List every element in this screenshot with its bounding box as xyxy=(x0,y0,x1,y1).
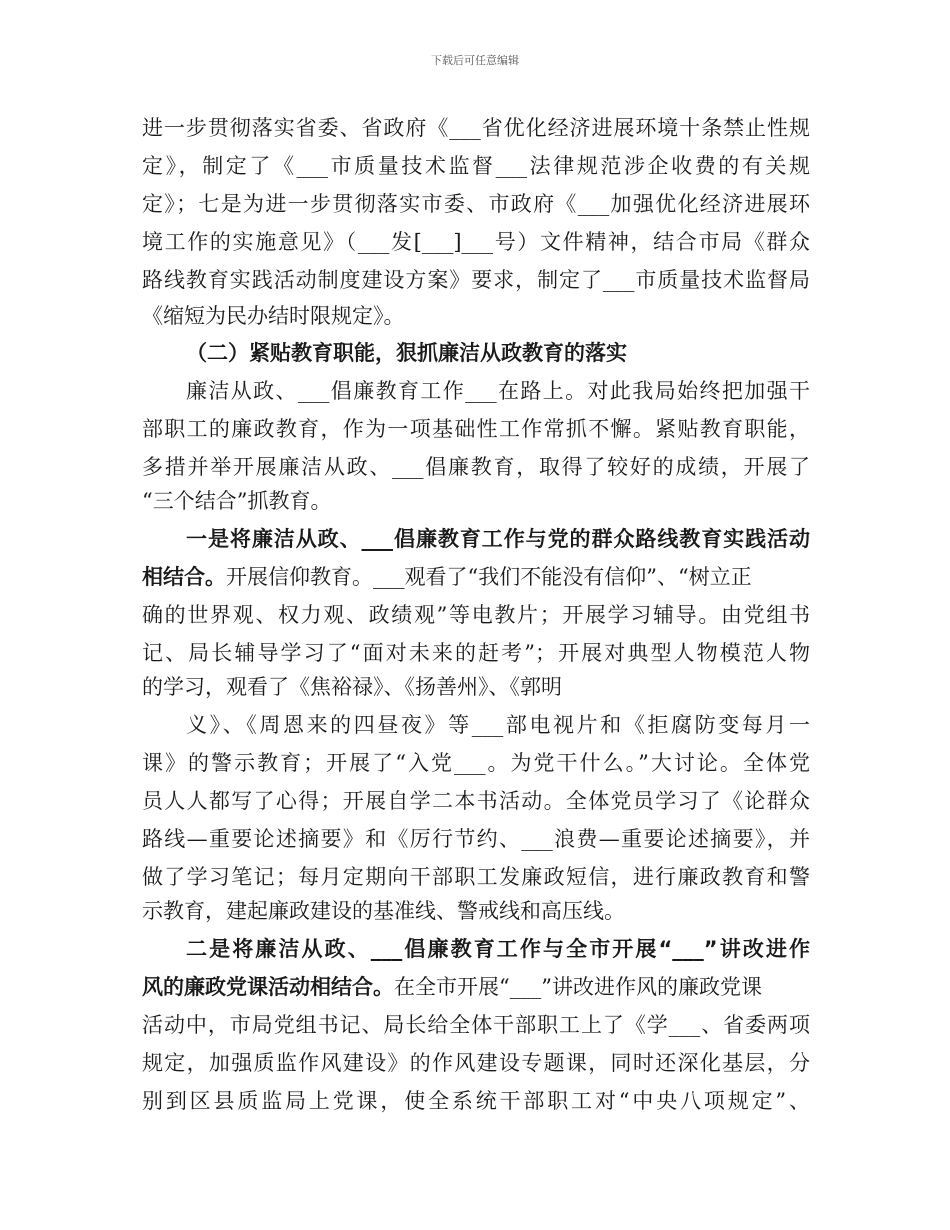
page-header-note: 下载后可任意编辑 xyxy=(431,54,519,67)
bold-lead-text: 风的廉政党课活动相结合。 xyxy=(142,975,394,999)
bold-lead-text: 相结合。 xyxy=(142,565,226,589)
body-text: 开展信仰教育。___观看了“我们不能没有信仰”、“树立正 xyxy=(226,565,752,589)
body-line: 定》，制定了《___市质量技术监督___法律规范涉企收费的有关规 xyxy=(142,154,810,178)
section-heading: （二）紧贴教育职能，狠抓廉洁从政教育的落实 xyxy=(186,341,627,365)
body-line: 路线教育实践活动制度建设方案》要求，制定了___市质量技术监督局 xyxy=(142,268,810,292)
body-line: 义》、《周恩来的四昼夜》等___部电视片和《拒腐防变每月一 xyxy=(186,713,810,737)
body-line: 确的世界观、权力观、政绩观”等电教片；开展学习辅导。由党组书 xyxy=(142,603,810,627)
body-line: 规定，加强质监作风建设》的作风建设专题课，同时还深化基层，分 xyxy=(142,1051,810,1075)
body-line: 境工作的实施意见》（___发[___]___号）文件精神，结合市局《群众 xyxy=(142,230,810,254)
body-line: 课》的警示教育；开展了“入党___。为党干什么。”大讨论。全体党 xyxy=(142,751,810,775)
body-line: 活动中，市局党组书记、局长给全体干部职工上了《学___、省委两项 xyxy=(142,1013,810,1037)
body-line xyxy=(142,560,810,594)
body-line: 别到区县质监局上党课，使全系统干部职工对“中央八项规定”、 xyxy=(142,1089,810,1113)
body-line: 做了学习笔记；每月定期向干部职工发廉政短信，进行廉政教育和警 xyxy=(142,865,810,889)
body-line: 示教育，建起廉政建设的基准线、警戒线和高压线。 xyxy=(142,899,625,923)
body-line: 的学习，观看了《焦裕禄》、《扬善州》、《郭明 xyxy=(142,675,562,699)
bold-point-line: 二是将廉洁从政、___倡廉教育工作与全市开展“___”讲改进作 xyxy=(186,937,810,961)
bold-point-line: 一是将廉洁从政、___倡廉教育工作与党的群众路线教育实践活动 xyxy=(186,527,810,551)
body-line: 多措并举开展廉洁从政、___倡廉教育，取得了较好的成绩，开展了 xyxy=(142,455,810,479)
body-line: 进一步贯彻落实省委、省政府《___省优化经济进展环境十条禁止性规 xyxy=(142,116,810,140)
body-line xyxy=(142,970,810,1004)
body-line: 记、局长辅导学习了“面对未来的赶考”；开展对典型人物模范人物 xyxy=(142,641,810,665)
body-line: 路线—重要论述摘要》和《厉行节约、___浪费—重要论述摘要》，并 xyxy=(142,827,810,851)
body-line: 员人人都写了心得；开展自学二本书活动。全体党员学习了《论群众 xyxy=(142,789,810,813)
body-line: 定》；七是为进一步贯彻落实市委、市政府《___加强优化经济进展环 xyxy=(142,192,810,216)
body-line: 廉洁从政、___倡廉教育工作___在路上。对此我局始终把加强干 xyxy=(186,379,810,403)
body-text: 在全市开展“___”讲改进作风的廉政党课 xyxy=(394,975,762,999)
body-line: 部职工的廉政教育，作为一项基础性工作常抓不懈。紧贴教育职能， xyxy=(142,417,810,441)
body-line: “三个结合”抓教育。 xyxy=(142,489,332,513)
body-line: 《缩短为民办结时限规定》。 xyxy=(142,304,405,328)
